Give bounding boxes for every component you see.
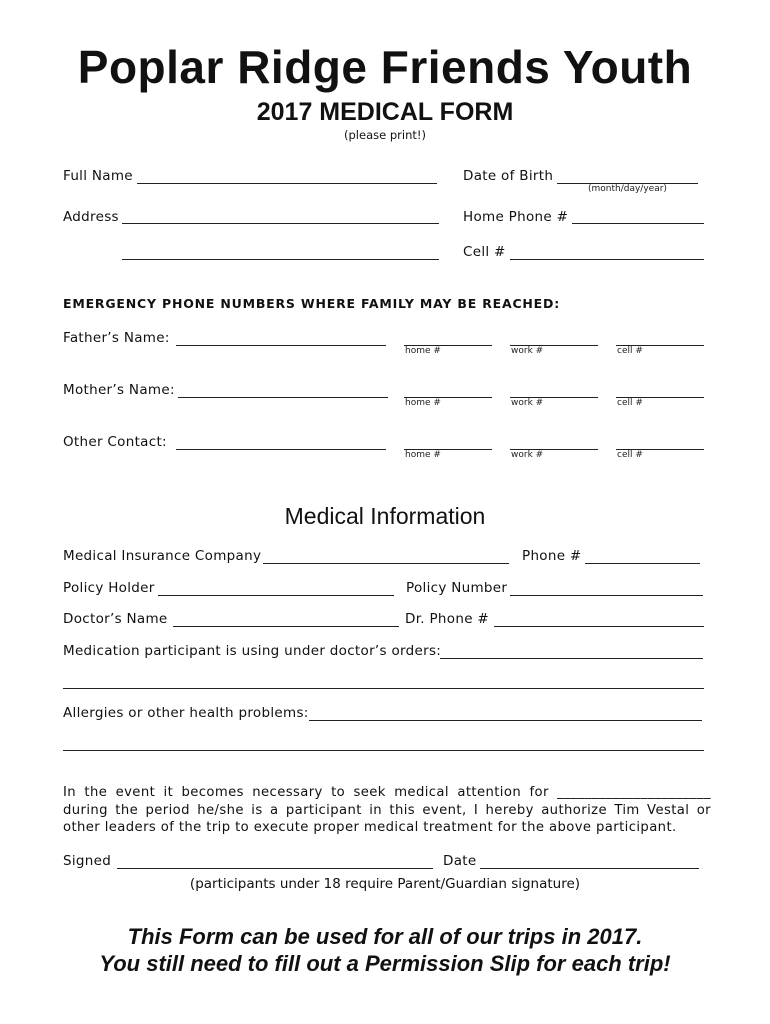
work-phone-caption: work # <box>511 398 544 408</box>
page-title: Poplar Ridge Friends Youth <box>77 41 693 93</box>
signature-field[interactable] <box>117 868 433 869</box>
print-note: (please print!) <box>344 128 426 142</box>
mother-name-field[interactable] <box>178 397 388 398</box>
insurance-field[interactable] <box>263 563 509 564</box>
policy-number-label: Policy Number <box>406 580 508 596</box>
doctor-phone-field[interactable] <box>494 626 704 627</box>
doctor-name-label: Doctor’s Name <box>63 611 168 627</box>
cell-phone-caption: cell # <box>617 398 643 408</box>
father-name-field[interactable] <box>176 345 386 346</box>
dob-hint: (month/day/year) <box>588 184 667 194</box>
insurance-label: Medical Insurance Company <box>63 548 262 564</box>
policy-number-field[interactable] <box>510 595 703 596</box>
cell-field[interactable] <box>510 259 704 260</box>
form-subtitle: 2017 MEDICAL FORM <box>256 98 514 126</box>
medical-heading: Medical Information <box>284 503 486 529</box>
mother-name-label: Mother’s Name: <box>63 382 175 398</box>
doctor-phone-label: Dr. Phone # <box>405 611 490 627</box>
cell-label: Cell # <box>463 244 506 260</box>
cell-phone-caption: cell # <box>617 450 643 460</box>
full-name-field[interactable] <box>137 183 437 184</box>
home-phone-label: Home Phone # <box>463 209 569 225</box>
signature-note: (participants under 18 require Parent/Guardian signature) <box>189 876 581 892</box>
signed-label: Signed <box>63 853 112 869</box>
father-name-label: Father’s Name: <box>63 330 170 346</box>
cell-phone-caption: cell # <box>617 346 643 356</box>
other-contact-label: Other Contact: <box>63 434 167 450</box>
address-field-line-1[interactable] <box>122 223 439 224</box>
address-field-line-2[interactable] <box>122 259 439 260</box>
home-phone-field[interactable] <box>572 223 704 224</box>
allergies-label: Allergies or other health problems: <box>63 705 309 721</box>
policy-holder-label: Policy Holder <box>63 580 155 596</box>
home-phone-caption: home # <box>405 398 441 408</box>
work-phone-caption: work # <box>511 450 544 460</box>
date-label: Date <box>443 853 477 869</box>
allergies-field-line-2[interactable] <box>63 750 704 751</box>
footer-line-1: This Form can be used for all of our trips in 2017. <box>127 924 643 949</box>
address-label: Address <box>63 209 119 225</box>
full-name-label: Full Name <box>63 168 133 184</box>
authorization-text: In the event it becomes necessary to seek medical attention for ______________________ during the period he/she is a participant in this event, I hereby authorize Tim Vestal or other leaders of the trip to execute proper medical treatment for the above participant. <box>63 785 711 835</box>
dob-label: Date of Birth <box>463 168 554 184</box>
medication-label: Medication participant is using under doctor’s orders: <box>63 643 442 659</box>
work-phone-caption: work # <box>511 346 544 356</box>
other-contact-field[interactable] <box>176 449 386 450</box>
policy-holder-field[interactable] <box>158 595 394 596</box>
home-phone-caption: home # <box>405 450 441 460</box>
footer-line-2: You still need to fill out a Permission Slip for each trip! <box>99 951 671 976</box>
medication-field[interactable] <box>440 658 703 659</box>
insurance-phone-field[interactable] <box>585 563 700 564</box>
emergency-heading: EMERGENCY PHONE NUMBERS WHERE FAMILY MAY BE REACHED: <box>63 296 560 311</box>
doctor-name-field[interactable] <box>173 626 399 627</box>
medication-field-line-2[interactable] <box>63 688 704 689</box>
insurance-phone-label: Phone # <box>522 548 582 564</box>
date-field[interactable] <box>480 868 699 869</box>
home-phone-caption: home # <box>405 346 441 356</box>
allergies-field[interactable] <box>309 720 702 721</box>
